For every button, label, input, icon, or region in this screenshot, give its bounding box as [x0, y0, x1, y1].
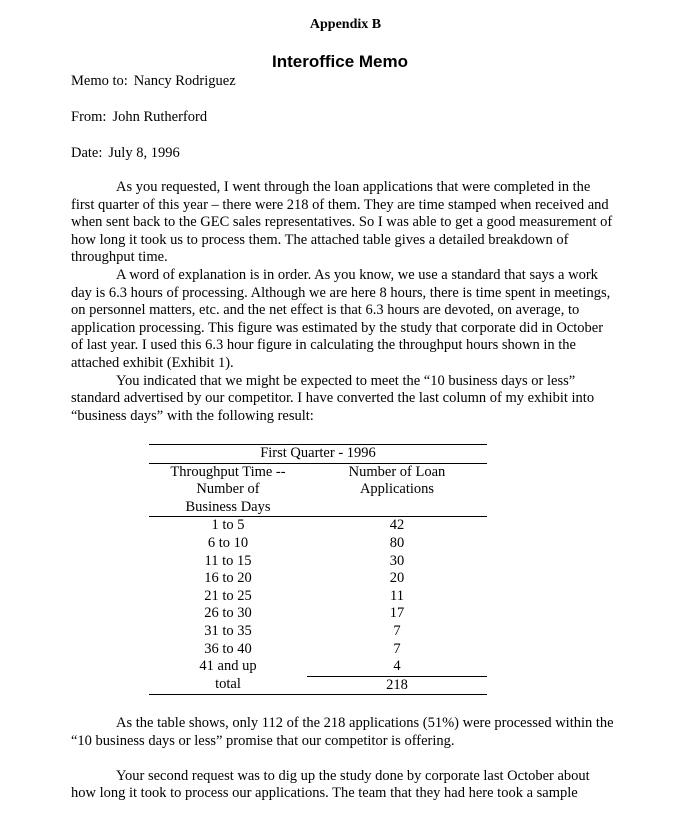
memo-from-label: From: [71, 109, 107, 125]
table-row [149, 517, 487, 535]
table-row [149, 641, 487, 659]
memo-from-line [71, 109, 207, 126]
col2-header-line: Number of Loan [348, 463, 446, 480]
table-row [149, 570, 487, 588]
table-caption: First Quarter - 1996 [149, 445, 487, 464]
count-cell: 7 [393, 622, 401, 639]
paragraph: A word of explanation is in order. As you know, we use a standard that says a work day is 6.3 hours of processing. Although we are here 8 hours, there is time spent in meetings, on personnel matters, etc. and the net effect is that 6.3 hours are devoted, on average, to application processing. This figure was estimated by the study that corporate did in October of last year. I used this 6.3 hour figure in calculating the throughput hours shown in the attached exhibit (Exhibit 1). [71, 266, 611, 371]
table-row [149, 553, 487, 571]
memo-to-label: Memo to: [71, 73, 128, 89]
memo-to-value: Nancy Rodriguez [133, 73, 236, 89]
range-cell: 11 to 15 [204, 552, 252, 569]
range-cell: 41 and up [199, 658, 257, 675]
count-cell: 4 [393, 658, 401, 675]
memo-to-line [71, 73, 236, 90]
count-cell: 11 [390, 587, 404, 604]
range-cell: 21 to 25 [204, 587, 252, 604]
total-value: 218 [307, 676, 487, 695]
count-cell: 42 [389, 517, 405, 534]
range-cell: 1 to 5 [211, 517, 245, 534]
total-label: total [149, 676, 307, 695]
paragraph: As the table shows, only 112 of the 218 applications (51%) were processed within the “10 business days or less” promise that our competitor is offering. [71, 715, 614, 749]
count-cell: 17 [389, 605, 405, 622]
col1-header-line: Business Days [149, 499, 307, 517]
col1-header-line: Throughput Time -- [170, 463, 286, 480]
count-cell: 80 [389, 534, 405, 551]
memo-date-value: July 8, 1996 [108, 145, 180, 161]
memo-body-top [71, 179, 616, 425]
memo-date-label: Date: [71, 145, 103, 161]
table-header-row [149, 499, 487, 517]
paragraph: Your second request was to dig up the study done by corporate last October about how long it took to process our applications. The team that they had here took a sample [71, 767, 590, 802]
memo-date-line [71, 145, 180, 162]
col2-header-line: Applications [359, 481, 435, 498]
paragraph: As you requested, I went through the loan applications that were completed in the first quarter of this year – there were 218 of them. They are time stamped when received and when sent back to the GEC sales representatives. So I was able to get a good measurement of how long it took us to process them. The attached table gives a detailed breakdown of throughput time. [71, 179, 613, 266]
table-header-row [149, 463, 487, 481]
range-cell: 6 to 10 [207, 534, 249, 551]
throughput-table [149, 444, 487, 695]
table-row [149, 658, 487, 676]
memo-body-bottom [71, 715, 616, 803]
count-cell: 20 [389, 570, 405, 587]
memo-from-value: John Rutherford [112, 109, 208, 125]
table-row [149, 623, 487, 641]
range-cell: 36 to 40 [204, 640, 252, 657]
table-row [149, 535, 487, 553]
count-cell: 30 [389, 552, 405, 569]
range-cell: 16 to 20 [204, 570, 252, 587]
count-cell: 7 [393, 640, 401, 657]
appendix-label: Appendix B [309, 17, 382, 32]
range-cell: 31 to 35 [204, 622, 252, 639]
col1-header-line: Number of [196, 481, 260, 498]
paragraph: You indicated that we might be expected to meet the “10 business days or less” standard advertised by our competitor. I have converted the last column of my exhibit into “business days” with the following result: [71, 372, 595, 424]
table-row [149, 588, 487, 606]
table-total-row [149, 676, 487, 695]
range-cell: 26 to 30 [204, 605, 252, 622]
table-header-row [149, 481, 487, 499]
table-caption-row [149, 445, 487, 464]
table-row [149, 605, 487, 623]
memo-title: Interoffice Memo [271, 52, 409, 71]
